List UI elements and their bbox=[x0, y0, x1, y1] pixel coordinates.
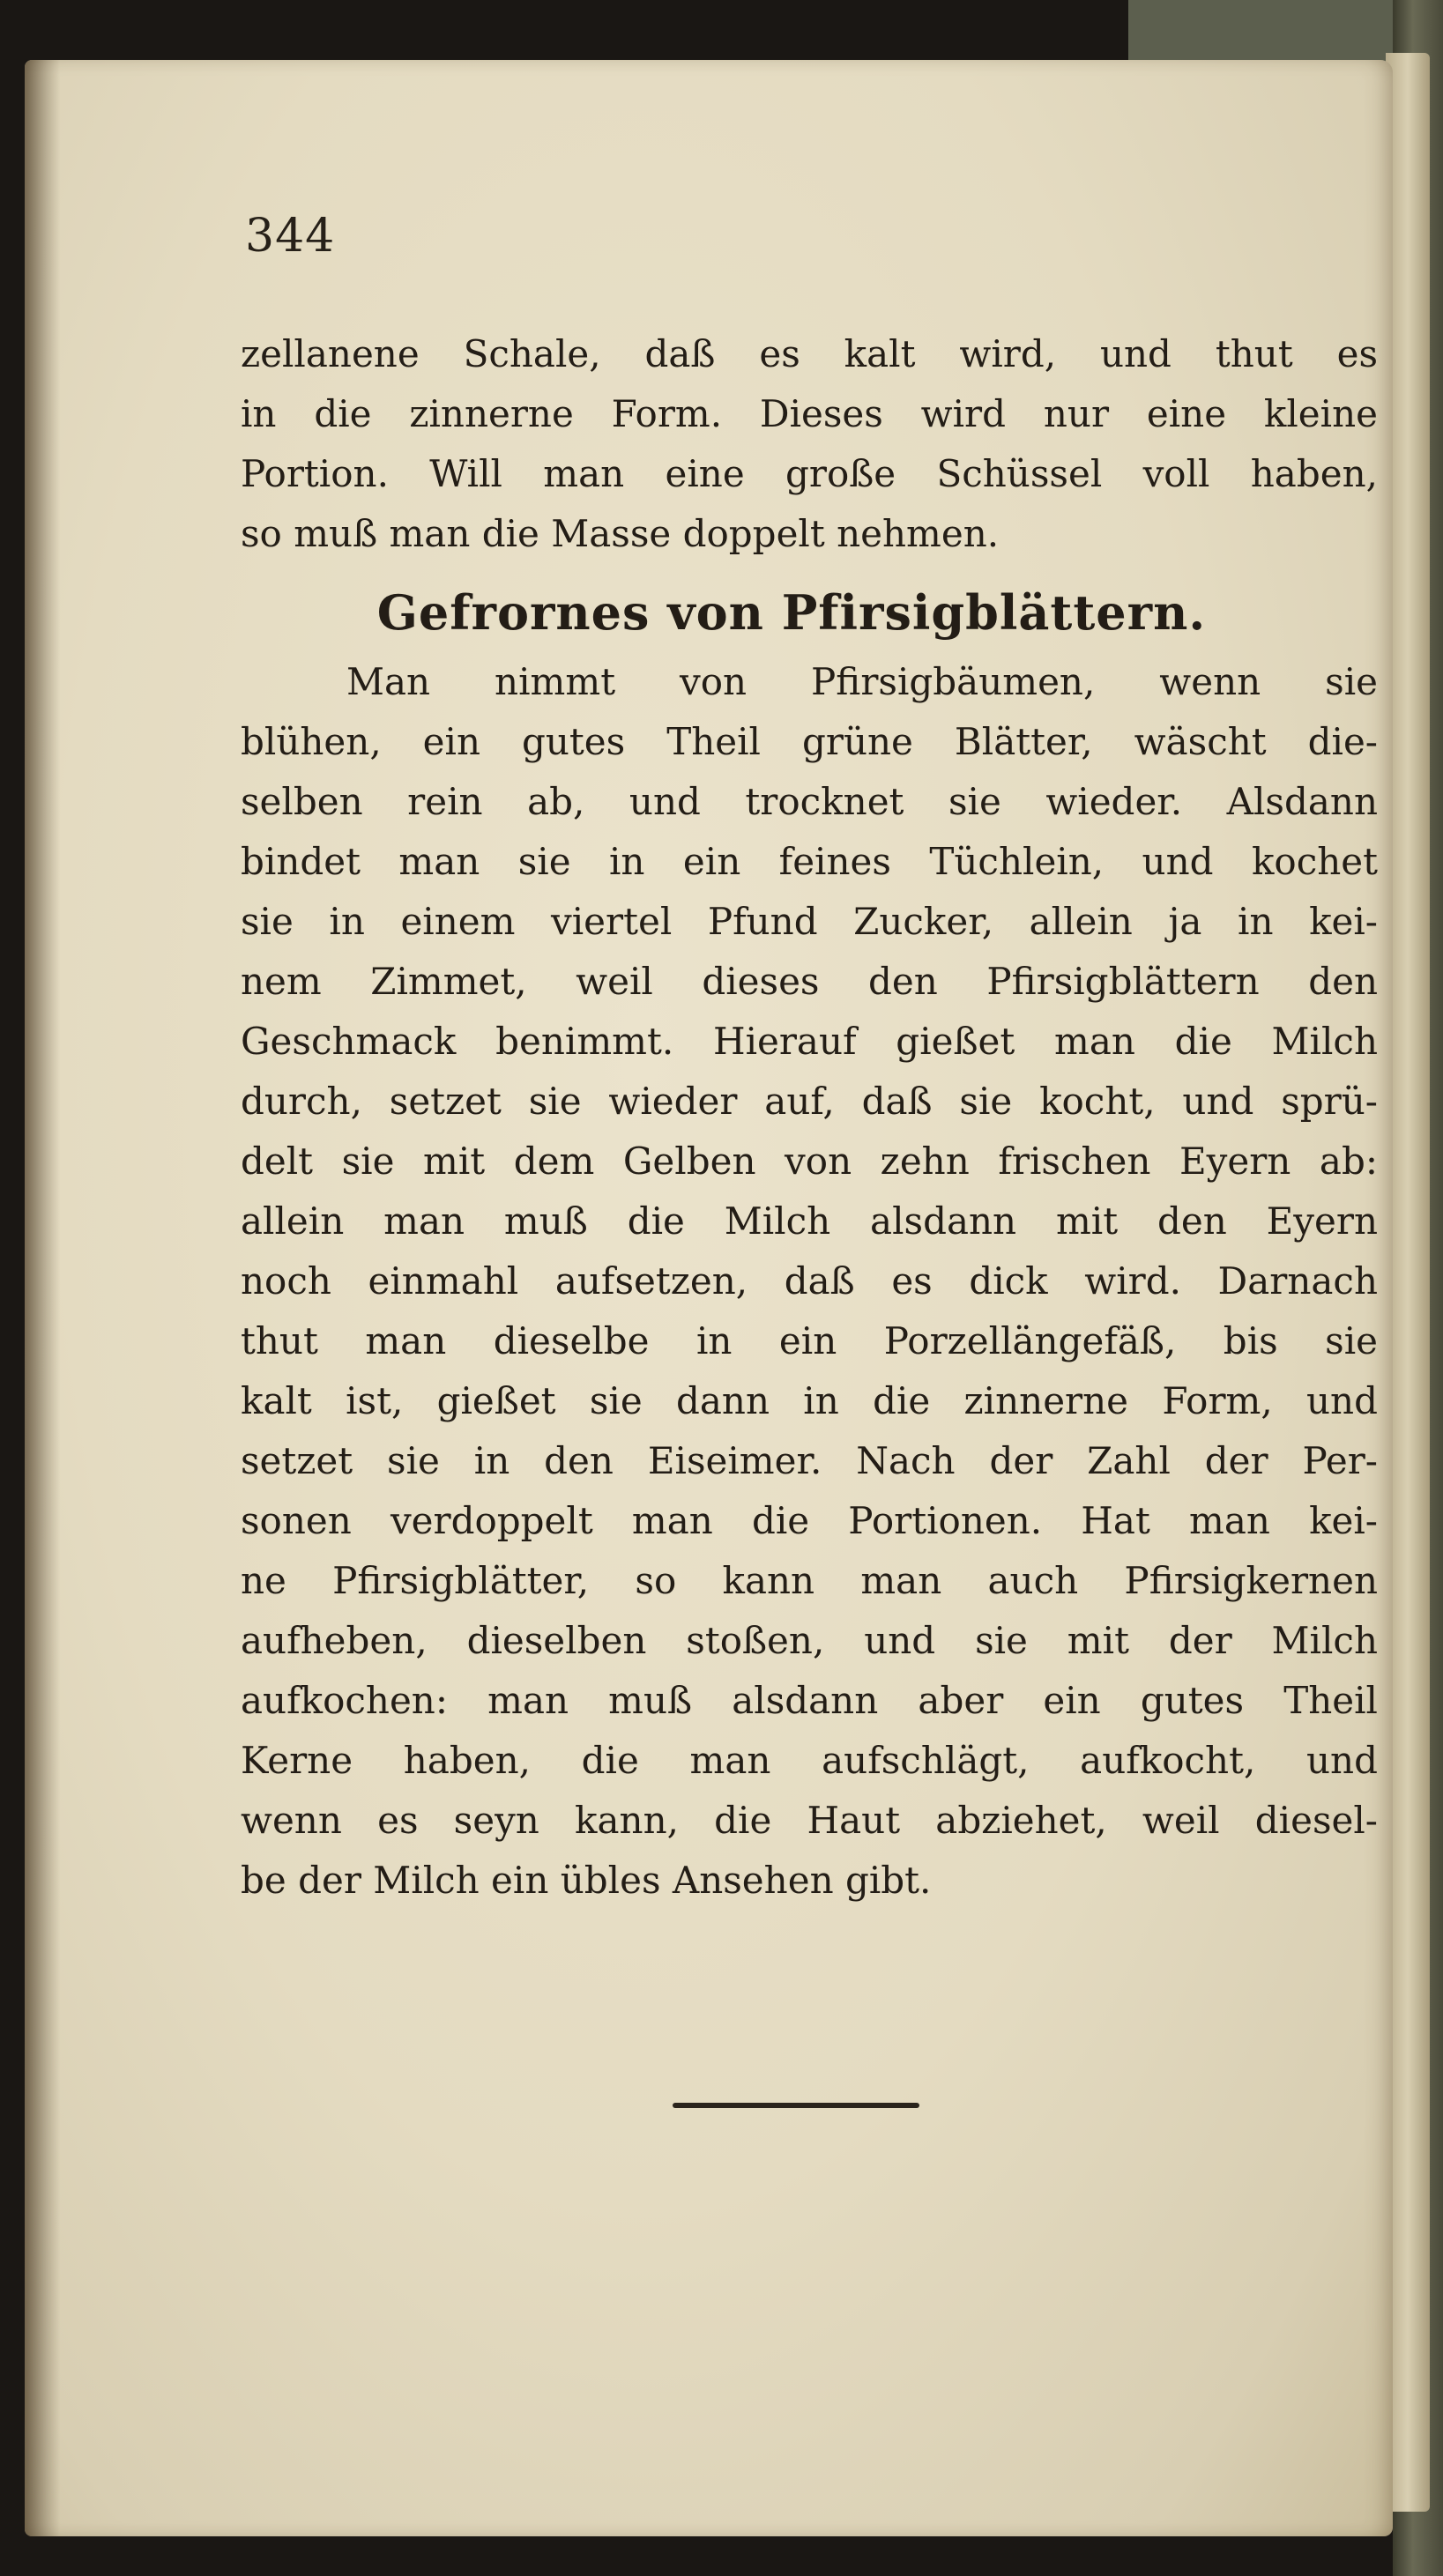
page-text bbox=[241, 324, 1378, 1911]
text-line: Geschmack benimmt. Hierauf gießet man die Milch bbox=[241, 1020, 1378, 1063]
text-line: aufkochen: man muß alsdann aber ein gutes Theil bbox=[241, 1679, 1378, 1722]
text-line: thut man dieselbe in ein Porzellängefäß, bis sie bbox=[241, 1319, 1378, 1362]
text-line: zellanene Schale, daß es kalt wird, und thut es bbox=[241, 332, 1378, 375]
text-line: sonen verdoppelt man die Portionen. Hat man kei- bbox=[241, 1499, 1378, 1542]
text-line: wenn es seyn kann, die Haut abziehet, weil diesel- bbox=[241, 1799, 1378, 1842]
text-line: Portion. Will man eine große Schüssel voll haben, bbox=[241, 452, 1378, 495]
page-number: 344 bbox=[245, 210, 336, 263]
end-rule bbox=[673, 2103, 919, 2108]
text-line: sie in einem viertel Pfund Zucker, allein ja in kei- bbox=[241, 900, 1378, 943]
book-page bbox=[25, 60, 1393, 2536]
text-line: kalt ist, gießet sie dann in die zinnerne Form, und bbox=[241, 1379, 1378, 1422]
text-line: Kerne haben, die man aufschlägt, aufkocht, und bbox=[241, 1739, 1378, 1782]
text-line: in die zinnerne Form. Dieses wird nur eine kleine bbox=[241, 392, 1378, 435]
text-line: aufheben, dieselben stoßen, und sie mit der Milch bbox=[241, 1619, 1378, 1662]
text-line: durch, setzet sie wieder auf, daß sie kocht, und sprü- bbox=[241, 1080, 1378, 1123]
text-line: setzet sie in den Eiseimer. Nach der Zahl der Per- bbox=[241, 1439, 1378, 1482]
text-line: delt sie mit dem Gelben von zehn frischen Eyern ab: bbox=[241, 1140, 1378, 1183]
recipe-title: Gefrornes von Pfirsigblättern. bbox=[376, 584, 1207, 641]
text-line: nem Zimmet, weil dieses den Pfirsigblättern den bbox=[241, 960, 1378, 1003]
text-line: noch einmahl aufsetzen, daß es dick wird. Darnach bbox=[241, 1259, 1378, 1303]
text-line: be der Milch ein übles Ansehen gibt. bbox=[241, 1859, 932, 1902]
text-line: ne Pfirsigblätter, so kann man auch Pfirsigkernen bbox=[241, 1559, 1378, 1602]
text-line: so muß man die Masse doppelt nehmen. bbox=[241, 512, 1000, 555]
text-line: Man nimmt von Pfirsigbäumen, wenn sie bbox=[346, 660, 1378, 703]
text-line: selben rein ab, und trocknet sie wieder. Alsdann bbox=[241, 780, 1378, 823]
text-line: allein man muß die Milch alsdann mit den Eyern bbox=[241, 1199, 1378, 1243]
text-line: blühen, ein gutes Theil grüne Blätter, wäscht die- bbox=[241, 720, 1378, 763]
spine-shadow bbox=[25, 60, 60, 2536]
text-line: bindet man sie in ein feines Tüchlein, und kochet bbox=[241, 840, 1378, 883]
